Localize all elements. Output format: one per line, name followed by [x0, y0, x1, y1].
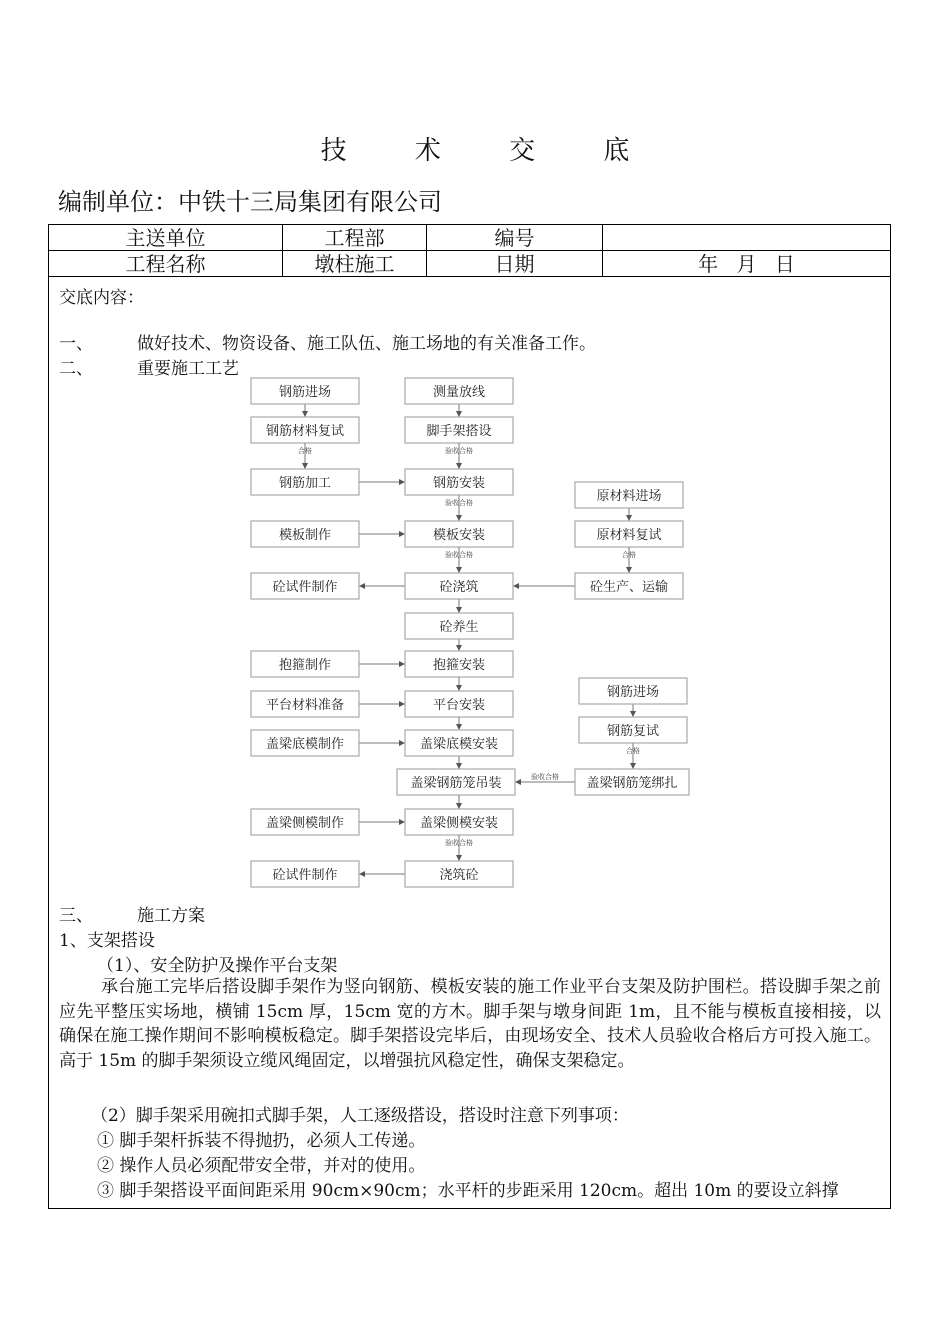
flow-left-step-9	[251, 809, 359, 835]
flow-center-step-1-label: 测量放线	[432, 385, 486, 400]
subsection-2-heading: （2）脚手架采用碗扣式脚手架，人工逐级搭设，搭设时注意下列事项：	[91, 1106, 629, 1126]
flow-center-step-8-label: 平台安装	[432, 698, 486, 713]
flow-center-step-6	[405, 613, 513, 639]
caption-center-4: 验收合格	[445, 551, 473, 559]
flow-left-step-4	[251, 521, 359, 547]
project-name-value: 墩柱施工	[283, 251, 427, 276]
caption-right-hege-1: 合格	[622, 551, 636, 559]
flow-right-step-6	[575, 769, 689, 795]
caption-right-yanshou: 验收合格	[531, 773, 559, 781]
flow-left-step-3	[251, 469, 359, 495]
flow-center-step-7	[405, 651, 513, 677]
flow-center-step-10	[397, 769, 515, 795]
flow-right-step-1	[575, 482, 683, 508]
flow-left-step-5	[251, 573, 359, 599]
flow-center-step-12-label: 浇筑砼	[439, 868, 479, 883]
flow-center-step-11-label: 盖梁侧模安装	[419, 816, 499, 831]
flow-right-step-5	[579, 717, 687, 743]
flow-left-step-8-label: 盖梁底模制作	[265, 737, 345, 752]
item-2-number: 二、	[59, 359, 93, 379]
content-label: 交底内容：	[59, 288, 144, 308]
flow-left-step-1	[251, 378, 359, 404]
item-3	[59, 901, 205, 926]
item-1-number: 一、	[59, 334, 93, 354]
flow-center-step-11	[405, 809, 513, 835]
item-3-text: 施工方案	[137, 906, 205, 926]
flow-right-step-4	[579, 678, 687, 704]
flow-center-step-2-label: 脚手架搭设	[426, 424, 492, 439]
flow-right-step-6-label: 盖梁钢筋笼绑扎	[586, 776, 678, 791]
flow-center-step-4	[405, 521, 513, 547]
recipient-label: 主送单位	[49, 225, 283, 250]
list-item-2: ② 操作人员必须配带安全带，并对的使用。	[97, 1156, 426, 1176]
flow-left-step-6-label: 抱箍制作	[278, 658, 332, 673]
flow-left-step-10-label: 砼试件制作	[272, 868, 338, 883]
flow-center-step-6-label: 砼养生	[439, 620, 479, 635]
document-title: 技 术 交 底	[320, 136, 660, 166]
item-3-number: 三、	[59, 906, 93, 926]
flow-center-step-5	[405, 573, 513, 599]
caption-right-hege-2: 合格	[626, 747, 640, 755]
paragraph-1: 承台施工完毕后搭设脚手架作为竖向钢筋、模板安装的施工作业平台支架及防护围栏。搭设脚手架之前应先平整压实场地，横铺 15cm 厚，15cm 宽的方木。脚手架与墩身间距 1m，且不能与模板直接相接，以确保在施工操作期间不影响模板稳定。脚手架搭设完毕后，由现场安全、技术人员验收合格后方可投入施工。高于 15m 的脚手架须设立缆风绳固定，以增强抗风稳定性，确保支架稳定。	[59, 977, 881, 1072]
flow-right-step-3-label: 砼生产、运输	[589, 580, 669, 595]
disclosure-form	[48, 224, 891, 1209]
list-item-3: ③ 脚手架搭设平面间距采用 90cm×90cm；水平杆的步距采用 120cm。超出 10m 的要设立斜撑	[97, 1181, 839, 1201]
flow-right-step-1-label: 原材料进场	[596, 489, 662, 504]
section-1-heading: 1、支架搭设	[59, 931, 155, 951]
list-item-1: ① 脚手架杆拆装不得抛扔，必须人工传递。	[97, 1131, 426, 1151]
caption-center-2: 验收合格	[445, 447, 473, 455]
subsection-1-heading: （1）、安全防护及操作平台支架	[97, 956, 338, 976]
project-name-label: 工程名称	[49, 251, 283, 276]
flow-left-step-8	[251, 730, 359, 756]
flow-left-step-10	[251, 861, 359, 887]
flow-left-step-6	[251, 651, 359, 677]
date-label: 日期	[427, 251, 603, 276]
flow-left-step-5-label: 砼试件制作	[272, 580, 338, 595]
flow-center-step-12	[405, 861, 513, 887]
flow-left-step-4-label: 模板制作	[278, 528, 332, 543]
item-1-text: 做好技术、物资设备、施工队伍、施工场地的有关准备工作。	[137, 334, 596, 354]
flow-left-step-7-label: 平台材料准备	[265, 698, 345, 713]
flow-right-step-2	[575, 521, 683, 547]
number-label: 编号	[427, 225, 603, 250]
flow-left-step-1-label: 钢筋进场	[278, 385, 332, 400]
flow-center-step-4-label: 模板安装	[432, 528, 486, 543]
caption-left-hege: 合格	[298, 447, 312, 455]
flow-left-step-9-label: 盖梁侧模制作	[265, 816, 345, 831]
flow-left-step-2	[251, 417, 359, 443]
flow-right-step-5-label: 钢筋复试	[606, 724, 660, 739]
process-flowchart	[49, 225, 892, 905]
flow-center-step-3	[405, 469, 513, 495]
flow-center-step-10-label: 盖梁钢筋笼吊装	[410, 776, 502, 791]
flow-center-step-7-label: 抱箍安装	[432, 658, 486, 673]
flow-right-step-2-label: 原材料复试	[596, 528, 662, 543]
flow-left-step-7	[251, 691, 359, 717]
flow-center-step-1	[405, 378, 513, 404]
flow-left-step-2-label: 钢筋材料复试	[265, 424, 345, 439]
flow-right-step-4-label: 钢筋进场	[606, 685, 660, 700]
item-2-text: 重要施工工艺	[137, 359, 239, 379]
caption-center-11: 验收合格	[445, 839, 473, 847]
flow-center-step-5-label: 砼浇筑	[439, 580, 479, 595]
flow-center-step-9-label: 盖梁底模安装	[419, 737, 499, 752]
flow-right-step-3	[575, 573, 683, 599]
caption-center-3: 验收合格	[445, 499, 473, 507]
flow-center-step-2	[405, 417, 513, 443]
flow-left-step-3-label: 钢筋加工	[278, 476, 332, 491]
flow-center-step-8	[405, 691, 513, 717]
organization-line: 编制单位：中铁十三局集团有限公司	[58, 188, 442, 216]
recipient-value: 工程部	[283, 225, 427, 250]
flow-center-step-9	[405, 730, 513, 756]
date-value: 年 月 日	[698, 252, 795, 276]
flow-center-step-3-label: 钢筋安装	[432, 476, 486, 491]
